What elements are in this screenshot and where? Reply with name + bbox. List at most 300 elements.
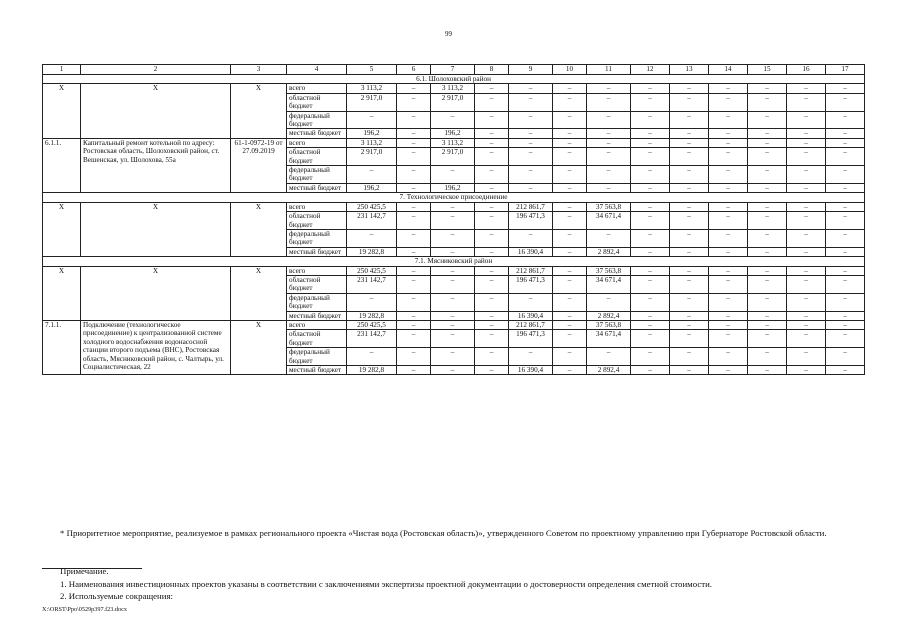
column-number: 5 [347, 65, 397, 75]
amount-cell: – [748, 293, 787, 311]
amount-cell: – [709, 148, 748, 166]
amount-cell: – [509, 183, 553, 192]
amount-cell: – [509, 148, 553, 166]
amount-cell: 196 471,3 [509, 212, 553, 230]
amount-cell: – [748, 320, 787, 329]
amount-cell: – [631, 229, 670, 247]
amount-cell: – [397, 366, 431, 375]
amount-cell: 19 282,8 [347, 247, 397, 256]
amount-cell: – [670, 148, 709, 166]
file-path: X:\ORST\Ppo\0529p397.f23.docx [42, 606, 127, 613]
amount-cell: – [587, 293, 631, 311]
amount-cell: 2 892,4 [587, 311, 631, 320]
amount-cell: – [553, 293, 587, 311]
amount-cell: – [587, 93, 631, 111]
amount-cell: – [748, 348, 787, 366]
amount-cell: – [709, 93, 748, 111]
amount-cell: – [670, 183, 709, 192]
column-number: 3 [231, 65, 287, 75]
funding-source: всего [287, 266, 347, 275]
amount-cell: – [475, 111, 509, 129]
amount-cell: – [748, 129, 787, 138]
amount-cell: – [748, 183, 787, 192]
amount-cell: 2 892,4 [587, 247, 631, 256]
amount-cell: – [509, 293, 553, 311]
amount-cell: 250 425,5 [347, 320, 397, 329]
amount-cell: – [670, 348, 709, 366]
funding-source: федеральный бюджет [287, 166, 347, 184]
amount-cell: – [709, 111, 748, 129]
section-title: 6.1. Шолоховский район [43, 75, 865, 84]
amount-cell: – [475, 202, 509, 211]
amount-cell: – [670, 293, 709, 311]
note-item-2: 2. Используемые сокращения: [60, 591, 173, 601]
amount-cell: – [553, 229, 587, 247]
amount-cell: – [553, 247, 587, 256]
amount-cell: – [475, 348, 509, 366]
amount-cell: – [553, 148, 587, 166]
section-heading-row [43, 193, 865, 202]
amount-cell: – [787, 93, 826, 111]
amount-cell: – [397, 293, 431, 311]
amount-cell: – [553, 129, 587, 138]
amount-cell: – [475, 129, 509, 138]
column-number: 10 [553, 65, 587, 75]
expertise-ref: Х [231, 266, 287, 320]
amount-cell: – [631, 183, 670, 192]
amount-cell: – [397, 275, 431, 293]
amount-cell: – [787, 320, 826, 329]
amount-cell: – [509, 229, 553, 247]
amount-cell: – [587, 111, 631, 129]
amount-cell: – [709, 266, 748, 275]
amount-cell: – [748, 311, 787, 320]
amount-cell: – [670, 247, 709, 256]
amount-cell: – [587, 148, 631, 166]
amount-cell: – [397, 111, 431, 129]
amount-cell: – [748, 166, 787, 184]
amount-cell: 196 471,3 [509, 330, 553, 348]
amount-cell: – [826, 293, 865, 311]
amount-cell: – [748, 247, 787, 256]
amount-cell: – [748, 330, 787, 348]
expertise-ref: Х [231, 320, 287, 374]
amount-cell: 16 390,4 [509, 311, 553, 320]
amount-cell: 196,2 [431, 129, 475, 138]
amount-cell: – [787, 166, 826, 184]
amount-cell: – [670, 202, 709, 211]
amount-cell: – [631, 275, 670, 293]
amount-cell: – [475, 229, 509, 247]
amount-cell: – [347, 348, 397, 366]
amount-cell: 2 917,0 [347, 93, 397, 111]
amount-cell: – [787, 148, 826, 166]
amount-cell: – [587, 84, 631, 93]
amount-cell: 196,2 [347, 129, 397, 138]
amount-cell: – [670, 366, 709, 375]
amount-cell: 2 917,0 [347, 148, 397, 166]
amount-cell: – [709, 138, 748, 147]
amount-cell: – [670, 320, 709, 329]
notes-block [60, 565, 860, 603]
amount-cell: – [826, 348, 865, 366]
amount-cell: – [670, 266, 709, 275]
amount-cell: – [631, 84, 670, 93]
amount-cell: – [631, 330, 670, 348]
amount-cell: – [670, 212, 709, 230]
amount-cell: – [826, 275, 865, 293]
amount-cell: – [475, 330, 509, 348]
amount-cell: 231 142,7 [347, 330, 397, 348]
amount-cell: – [431, 330, 475, 348]
amount-cell: 19 282,8 [347, 311, 397, 320]
amount-cell: – [509, 93, 553, 111]
amount-cell: – [709, 311, 748, 320]
amount-cell: – [787, 111, 826, 129]
amount-cell: – [709, 275, 748, 293]
table-row [43, 84, 865, 93]
amount-cell: 16 390,4 [509, 247, 553, 256]
header-row [43, 65, 865, 75]
amount-cell: – [670, 311, 709, 320]
amount-cell: – [587, 229, 631, 247]
amount-cell: – [553, 111, 587, 129]
amount-cell: – [475, 366, 509, 375]
amount-cell: – [475, 293, 509, 311]
amount-cell: – [709, 320, 748, 329]
amount-cell: – [709, 247, 748, 256]
amount-cell: – [709, 330, 748, 348]
amount-cell: – [709, 129, 748, 138]
amount-cell: – [748, 93, 787, 111]
amount-cell: – [670, 275, 709, 293]
amount-cell: – [709, 166, 748, 184]
amount-cell: – [787, 138, 826, 147]
amount-cell: – [587, 166, 631, 184]
page-number: 99 [445, 30, 452, 38]
amount-cell: – [397, 148, 431, 166]
amount-cell: – [748, 202, 787, 211]
amount-cell: – [826, 311, 865, 320]
amount-cell: – [826, 138, 865, 147]
amount-cell: – [709, 366, 748, 375]
funding-source: областной бюджет [287, 93, 347, 111]
amount-cell: – [631, 293, 670, 311]
amount-cell: – [397, 129, 431, 138]
amount-cell: – [397, 266, 431, 275]
amount-cell: – [787, 330, 826, 348]
amount-cell: – [397, 320, 431, 329]
column-number: 13 [670, 65, 709, 75]
amount-cell: – [787, 229, 826, 247]
amount-cell: – [431, 247, 475, 256]
amount-cell: – [670, 166, 709, 184]
amount-cell: – [397, 229, 431, 247]
amount-cell: – [748, 111, 787, 129]
amount-cell: – [631, 111, 670, 129]
amount-cell: – [475, 84, 509, 93]
amount-cell: – [787, 266, 826, 275]
amount-cell: – [587, 183, 631, 192]
amount-cell: – [397, 330, 431, 348]
amount-cell: – [553, 212, 587, 230]
amount-cell: – [631, 366, 670, 375]
amount-cell: 231 142,7 [347, 275, 397, 293]
column-number: 1 [43, 65, 81, 75]
amount-cell: 3 113,2 [431, 84, 475, 93]
amount-cell: 3 113,2 [347, 84, 397, 93]
funding-source: федеральный бюджет [287, 348, 347, 366]
amount-cell: – [347, 166, 397, 184]
funding-source: федеральный бюджет [287, 229, 347, 247]
amount-cell: – [397, 348, 431, 366]
amount-cell: 250 425,5 [347, 266, 397, 275]
amount-cell: 37 563,8 [587, 266, 631, 275]
amount-cell: 196 471,3 [509, 275, 553, 293]
amount-cell: – [670, 129, 709, 138]
amount-cell: – [748, 84, 787, 93]
amount-cell: – [748, 366, 787, 375]
funding-source: областной бюджет [287, 330, 347, 348]
amount-cell: – [509, 348, 553, 366]
funding-source: всего [287, 138, 347, 147]
amount-cell: – [509, 84, 553, 93]
amount-cell: – [670, 330, 709, 348]
item-number: 7.1.1. [43, 320, 81, 374]
amount-cell: – [397, 138, 431, 147]
amount-cell: – [709, 84, 748, 93]
amount-cell: 2 917,0 [431, 148, 475, 166]
amount-cell: 37 563,8 [587, 320, 631, 329]
amount-cell: – [748, 138, 787, 147]
amount-cell: – [431, 366, 475, 375]
amount-cell: 196,2 [431, 183, 475, 192]
amount-cell: – [431, 275, 475, 293]
amount-cell: – [553, 183, 587, 192]
amount-cell: – [431, 266, 475, 275]
amount-cell: – [748, 148, 787, 166]
amount-cell: – [826, 366, 865, 375]
amount-cell: – [631, 212, 670, 230]
amount-cell: – [397, 84, 431, 93]
amount-cell: – [787, 84, 826, 93]
amount-cell: – [631, 148, 670, 166]
amount-cell: – [509, 111, 553, 129]
amount-cell: – [826, 266, 865, 275]
funding-source: всего [287, 84, 347, 93]
amount-cell: – [397, 202, 431, 211]
column-number: 8 [475, 65, 509, 75]
amount-cell: – [787, 202, 826, 211]
amount-cell: – [475, 212, 509, 230]
amount-cell: – [587, 348, 631, 366]
column-number: 14 [709, 65, 748, 75]
amount-cell: – [397, 311, 431, 320]
amount-cell: – [826, 247, 865, 256]
amount-cell: – [826, 93, 865, 111]
amount-cell: – [347, 111, 397, 129]
amount-cell: 19 282,8 [347, 366, 397, 375]
amount-cell: – [787, 183, 826, 192]
funding-source: областной бюджет [287, 148, 347, 166]
amount-cell: – [397, 247, 431, 256]
amount-cell: – [553, 366, 587, 375]
note-item-1: 1. Наименования инвестиционных проектов указаны в соответствии с заключениями экспертизы проектной документации о достоверности определения сметной стоимости. [60, 578, 712, 589]
amount-cell: – [553, 202, 587, 211]
amount-cell: – [631, 320, 670, 329]
amount-cell: – [631, 247, 670, 256]
project-name: Капитальный ремонт котельной по адресу: Ростовская область, Шолоховский район, ст. Вешенская, ул. Шолохова, 55а [81, 138, 231, 192]
amount-cell: – [826, 84, 865, 93]
amount-cell: – [509, 129, 553, 138]
funding-source: местный бюджет [287, 366, 347, 375]
amount-cell: 3 113,2 [431, 138, 475, 147]
amount-cell: – [670, 111, 709, 129]
funding-source: местный бюджет [287, 129, 347, 138]
amount-cell: – [475, 148, 509, 166]
amount-cell: – [709, 229, 748, 247]
table-row [43, 320, 865, 329]
amount-cell: – [475, 183, 509, 192]
project-name: Х [81, 202, 231, 256]
amount-cell: – [826, 148, 865, 166]
amount-cell: – [709, 348, 748, 366]
amount-cell: – [631, 166, 670, 184]
column-number: 7 [431, 65, 475, 75]
funding-source: местный бюджет [287, 183, 347, 192]
investment-table [42, 64, 865, 375]
project-name: Х [81, 84, 231, 138]
amount-cell: – [509, 138, 553, 147]
amount-cell: 34 671,4 [587, 330, 631, 348]
amount-cell: – [431, 348, 475, 366]
amount-cell: – [748, 212, 787, 230]
amount-cell: – [826, 183, 865, 192]
amount-cell: – [631, 202, 670, 211]
amount-cell: – [397, 93, 431, 111]
amount-cell: – [553, 93, 587, 111]
amount-cell: – [826, 202, 865, 211]
amount-cell: – [431, 166, 475, 184]
expertise-ref: 61-1-0972-19 от 27.09.2019 [231, 138, 287, 192]
amount-cell: – [553, 320, 587, 329]
funding-source: областной бюджет [287, 212, 347, 230]
amount-cell: – [475, 166, 509, 184]
amount-cell: – [748, 229, 787, 247]
amount-cell: – [787, 247, 826, 256]
section-title: 7.1. Мясниковский район [43, 257, 865, 266]
amount-cell: – [826, 111, 865, 129]
section-title: 7. Технологическое присоединение [43, 193, 865, 202]
amount-cell: 250 425,5 [347, 202, 397, 211]
amount-cell: 231 142,7 [347, 212, 397, 230]
amount-cell: – [787, 212, 826, 230]
amount-cell: – [397, 212, 431, 230]
amount-cell: – [670, 93, 709, 111]
amount-cell: – [826, 320, 865, 329]
amount-cell: – [670, 229, 709, 247]
amount-cell: – [670, 84, 709, 93]
amount-cell: – [431, 212, 475, 230]
amount-cell: – [475, 320, 509, 329]
amount-cell: – [748, 266, 787, 275]
table-row [43, 266, 865, 275]
column-number: 4 [287, 65, 347, 75]
amount-cell: – [587, 129, 631, 138]
amount-cell: 37 563,8 [587, 202, 631, 211]
amount-cell: – [631, 93, 670, 111]
amount-cell: – [787, 366, 826, 375]
amount-cell: – [787, 293, 826, 311]
amount-cell: – [826, 129, 865, 138]
column-number: 12 [631, 65, 670, 75]
amount-cell: – [431, 293, 475, 311]
amount-cell: – [431, 202, 475, 211]
amount-cell: 212 861,7 [509, 266, 553, 275]
amount-cell: – [397, 183, 431, 192]
amount-cell: – [709, 212, 748, 230]
amount-cell: – [631, 138, 670, 147]
amount-cell: – [670, 138, 709, 147]
column-number: 15 [748, 65, 787, 75]
amount-cell: – [347, 293, 397, 311]
project-name: Подключение (технологическое присоединение) к централизованной системе холодного водоснабжения водонасосной станции второго подъема (ВНС), Ростовская область, Мясниковский район, с. Чалтырь, ул. Социалистическая, 22 [81, 320, 231, 374]
amount-cell: 16 390,4 [509, 366, 553, 375]
amount-cell: – [553, 330, 587, 348]
amount-cell: – [475, 275, 509, 293]
funding-source: местный бюджет [287, 247, 347, 256]
amount-cell: 2 892,4 [587, 366, 631, 375]
notes-title: Примечание. [60, 566, 109, 576]
amount-cell: – [631, 266, 670, 275]
amount-cell: – [431, 320, 475, 329]
section-heading-row [43, 75, 865, 84]
column-number: 2 [81, 65, 231, 75]
amount-cell: 196,2 [347, 183, 397, 192]
amount-cell: 34 671,4 [587, 275, 631, 293]
amount-cell: – [553, 266, 587, 275]
item-number: 6.1.1. [43, 138, 81, 192]
amount-cell: – [826, 212, 865, 230]
item-number: Х [43, 266, 81, 320]
funding-source: федеральный бюджет [287, 293, 347, 311]
amount-cell: – [709, 183, 748, 192]
amount-cell: – [431, 229, 475, 247]
amount-cell: – [787, 275, 826, 293]
column-number: 9 [509, 65, 553, 75]
amount-cell: – [587, 138, 631, 147]
column-number: 6 [397, 65, 431, 75]
amount-cell: – [475, 311, 509, 320]
amount-cell: – [475, 247, 509, 256]
amount-cell: – [631, 129, 670, 138]
amount-cell: – [826, 166, 865, 184]
amount-cell: – [431, 311, 475, 320]
priority-footnote: * Приоритетное мероприятие, реализуемое в рамках регионального проекта «Чистая вода (Ростовская область)», утвержденного Советом по проектному управлению при Губернаторе Ростовской области. [60, 528, 827, 538]
amount-cell: – [709, 202, 748, 211]
funding-source: местный бюджет [287, 311, 347, 320]
amount-cell: – [553, 166, 587, 184]
amount-cell: 2 917,0 [431, 93, 475, 111]
amount-cell: – [553, 348, 587, 366]
expertise-ref: Х [231, 84, 287, 138]
item-number: Х [43, 84, 81, 138]
amount-cell: – [787, 129, 826, 138]
section-heading-row [43, 257, 865, 266]
amount-cell: – [347, 229, 397, 247]
amount-cell: – [475, 138, 509, 147]
amount-cell: – [553, 275, 587, 293]
